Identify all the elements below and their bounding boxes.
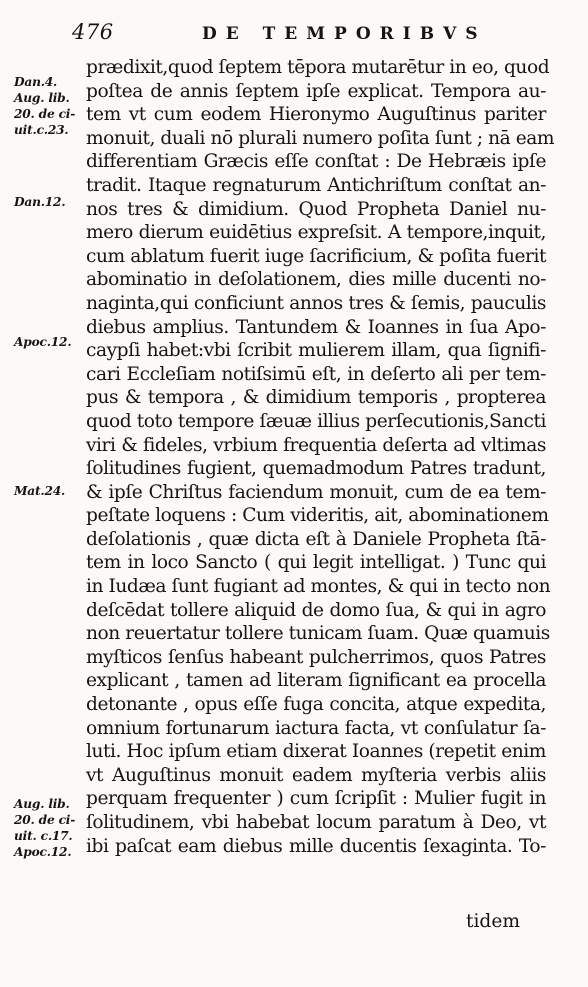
marginal-notes <box>0 0 88 987</box>
text-line: poſtea de annis ſeptem ipſe explicat. Tempora au- <box>86 80 546 102</box>
text-line: tem vt cum eodem Hieronymo Auguſtinus pariter <box>86 104 546 126</box>
text-line: cum ablatum fuerit iuge ſacrificium, & poſita fuerit <box>86 245 546 267</box>
text-line: deſcēdat tollere aliquid de domo ſua, & qui in agro <box>86 599 546 621</box>
margin-note-dan-12: Dan.12. <box>14 195 66 209</box>
text-line: ſolitudinem, vbi habebat locum paratum à Deo, vt <box>86 812 546 833</box>
text-line: & ipſe Chriſtus faciendum monuit, cum de ea tem- <box>86 481 546 503</box>
running-head: DE TEMPORIBVS <box>202 24 487 44</box>
text-line: cari Eccleſiam notiſsimū eſt, in deſerto ali per tem- <box>86 363 546 385</box>
text-line: viri & fideles, vrbium frequentia deſerta ad vltimas <box>86 434 546 456</box>
text-line: in Iudæa ſunt fugiant ad montes, & qui in tecto non <box>86 576 551 598</box>
text-line: differentiam Græcis eſſe conſtat : De Hebræis ipſe <box>86 151 546 173</box>
text-line: diebus amplius. Tantundem & Ioannes in ſua Apo- <box>86 316 546 338</box>
text-line: monuit, duali nō plurali numero poſita ſunt ; nā eam <box>86 127 555 149</box>
text-line: pus & tempora , & dimidium temporis , propterea <box>86 387 546 409</box>
text-line: myſticos ſenſus habeant pulcherrimos, quos Patres <box>86 646 546 668</box>
text-line: omnium fortunarum iactura facta, vt conſulatur ſa- <box>86 717 546 739</box>
margin-note-aug-apoc: Aug. lib. 20. de ci- uit. c.17. Apoc.12. <box>14 797 76 859</box>
text-line: explicant , tamen ad literam ſignificant ea procella <box>86 670 546 692</box>
margin-note-dan-4: Dan.4. Aug. lib. 20. de ci- uit.c.23. <box>14 75 76 137</box>
text-line: naginta,qui conficiunt annos tres & ſemis, pauculis <box>86 292 546 314</box>
text-line: vt Auguſtinus monuit eadem myſteria verbis aliis <box>86 764 546 786</box>
text-line: detonante , opus eſſe fuga concita, atque expedita, <box>86 694 546 716</box>
text-line: prædixit,quod ſeptem tēpora mutarētur in eo, quod <box>86 57 550 78</box>
text-line: tem in loco Sancto ( qui legit intelligat. ) Tunc qui <box>86 552 546 574</box>
text-line: abominatio in deſolationem, dies mille ducenti no- <box>86 269 546 291</box>
text-line: ſolitudines fugient, quemadmodum Patres tradunt, <box>86 458 546 480</box>
text-line: quod toto tempore ſæuæ illius perſecutionis,Sancti <box>86 410 546 432</box>
text-line: luti. Hoc ipſum etiam dixerat Ioannes (repetit enim <box>86 741 546 763</box>
margin-note-apoc-12: Apoc.12. <box>14 335 72 349</box>
text-line: perquam frequenter ) cum ſcripſit : Mulier fugit in <box>86 788 546 810</box>
body-text <box>86 56 555 858</box>
text-line: mero dierum euidētius expreſsit. A tempore,inquit, <box>86 222 546 244</box>
page-number: 476 <box>72 20 114 44</box>
text-line: deſolationis , quæ dicta eſt à Daniele Propheta ſtā- <box>86 528 546 550</box>
text-line: tradit. Itaque regnaturum Antichriſtum conſtat an- <box>86 174 546 196</box>
text-line: caypſi habet:vbi ſcribit mulierem illam, qua ſignifi- <box>86 340 546 362</box>
text-line: peſtate loquens : Cum videritis, ait, abominationem <box>86 505 549 527</box>
text-line: nos tres & dimidium. Quod Propheta Daniel nu- <box>86 198 546 220</box>
catchword: tidem <box>466 911 520 932</box>
page-header <box>72 8 542 48</box>
text-line: ibi paſcat eam diebus mille ducentis ſexaginta. To- <box>86 835 546 857</box>
text-line: non reuertatur tollere tunicam ſuam. Quæ quamuis <box>86 623 550 645</box>
margin-note-mat-24: Mat.24. <box>14 484 66 498</box>
